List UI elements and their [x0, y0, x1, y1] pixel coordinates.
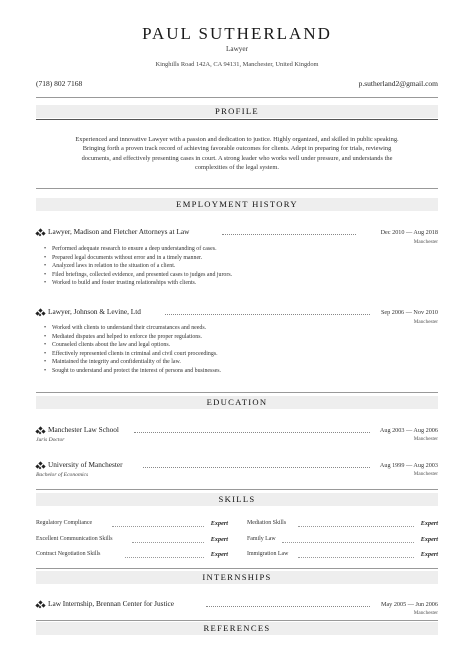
skill-level: Expert	[420, 551, 438, 558]
diamond-bullet-icon	[36, 601, 45, 608]
skill-name: Regulatory Compliance	[36, 520, 93, 526]
dotted-leader	[143, 467, 370, 468]
skill-level: Expert	[420, 520, 438, 527]
job-dates: Sep 2006 — Nov 2010	[380, 309, 438, 316]
skill-name: Family Law	[247, 536, 276, 542]
list-item: • Counseled clients about the law and legal options.	[44, 341, 221, 350]
job-location: Manchester	[413, 319, 438, 325]
education-entry-title: Manchester Law School	[36, 425, 119, 434]
list-item: • Maintained the integrity and confidentiality of the law.	[44, 358, 221, 367]
divider	[36, 489, 438, 490]
degree-name: Juris Doctor	[36, 437, 65, 443]
profile-summary	[40, 135, 434, 172]
job-entry-title: Lawyer, Johnson & Levine, Ltd	[36, 307, 141, 316]
section-title-skills: SKILLS	[215, 494, 260, 504]
section-header-skills	[36, 493, 438, 506]
divider	[36, 188, 438, 189]
diamond-bullet-icon	[36, 309, 45, 316]
dotted-leader	[132, 542, 204, 543]
internship-dates: May 2005 — Jun 2006	[380, 601, 438, 608]
job-duties-list	[44, 324, 221, 375]
dotted-leader	[298, 557, 414, 558]
divider	[36, 392, 438, 393]
job-duties-list	[44, 245, 232, 288]
job-entry-title: Lawyer, Madison and Fletcher Attorneys at Law	[36, 227, 189, 236]
education-dates: Aug 1999 — Aug 2003	[379, 462, 438, 469]
candidate-name: PAUL SUTHERLAND	[142, 24, 332, 43]
job-title: Lawyer	[226, 45, 248, 53]
list-item: • Worked to build and foster trusting relationships with clients.	[44, 279, 232, 288]
profile-line: Bringing forth a proven track record of achieving favorable outcomes for clients. Adept in preparing for trials, reviewing	[82, 145, 392, 153]
dotted-leader	[112, 526, 204, 527]
phone-number: (718) 802 7168	[36, 79, 83, 88]
skill-level: Expert	[420, 536, 438, 543]
dotted-leader	[134, 432, 370, 433]
divider	[36, 119, 438, 120]
dotted-leader	[222, 234, 356, 235]
education-dates: Aug 2003 — Aug 2006	[379, 427, 438, 434]
dotted-leader	[165, 314, 370, 315]
email-address: p.sutherland2@gmail.com	[358, 79, 438, 88]
profile-line: documents, and effectively presenting cases in court. A strong leader who works well under pressure, and understands the	[81, 154, 393, 162]
skill-name: Immigration Law	[247, 551, 289, 557]
education-location: Manchester	[413, 436, 438, 442]
education-location: Manchester	[413, 471, 438, 477]
list-item: • Prepared legal documents without error and in a timely manner.	[44, 254, 232, 263]
section-header-education	[36, 396, 438, 409]
section-title-internships: INTERNSHIPS	[198, 572, 275, 582]
section-header-profile	[36, 105, 438, 118]
section-header-references	[36, 622, 438, 635]
section-title-education: EDUCATION	[203, 397, 272, 407]
address: Kinghills Road 142A, CA 94131, Manchester, United Kingdom	[155, 61, 319, 68]
skill-name: Excellent Communication Skills	[36, 536, 113, 542]
dotted-leader	[125, 557, 204, 558]
degree-name: Bachelor of Economics	[36, 472, 89, 478]
skill-name: Mediation Skills	[247, 520, 287, 526]
divider	[36, 568, 438, 569]
section-title-profile: PROFILE	[211, 106, 263, 116]
diamond-bullet-icon	[36, 229, 45, 236]
divider	[36, 97, 438, 98]
skill-level: Expert	[210, 520, 228, 527]
skill-level: Expert	[210, 536, 228, 543]
internship-entry-title: Law Internship, Brennan Center for Justice	[36, 599, 174, 608]
skill-name: Contract Negotiation Skills	[36, 551, 101, 557]
list-item: • Performed adequate research to ensure a deep understanding of cases.	[44, 245, 232, 254]
internship-location: Manchester	[413, 610, 438, 616]
education-entry-title: University of Manchester	[36, 460, 123, 469]
diamond-bullet-icon	[36, 427, 45, 434]
dotted-leader	[282, 542, 414, 543]
dotted-leader	[298, 526, 414, 527]
diamond-bullet-icon	[36, 462, 45, 469]
list-item: • Mediated disputes and helped to enforce the proper regulations.	[44, 333, 221, 342]
list-item: • Analyzed laws in relation to the situation of a client.	[44, 262, 232, 271]
section-title-employment: EMPLOYMENT HISTORY	[172, 199, 302, 209]
list-item: • Sought to understand and protect the interest of persons and businesses.	[44, 367, 221, 376]
section-title-references: REFERENCES	[200, 623, 275, 633]
skill-level: Expert	[210, 551, 228, 558]
profile-line: complexities of the legal system.	[195, 163, 279, 171]
list-item: • Filed briefings, collected evidence, and presented cases to judges and jurors.	[44, 271, 232, 280]
dotted-leader	[206, 606, 370, 607]
list-item: • Effectively represented clients in criminal and civil court proceedings.	[44, 350, 221, 359]
section-header-employment	[36, 198, 438, 211]
section-header-internships	[36, 571, 438, 584]
divider	[36, 620, 438, 621]
profile-line: Experienced and innovative Lawyer with a passion and dedication to justice. Highly organized, and skilled in public speaking.	[75, 136, 399, 143]
list-item: • Worked with clients to understand their circumstances and needs.	[44, 324, 221, 333]
job-location: Manchester	[413, 239, 438, 245]
job-dates: Dec 2010 — Aug 2018	[380, 229, 438, 236]
